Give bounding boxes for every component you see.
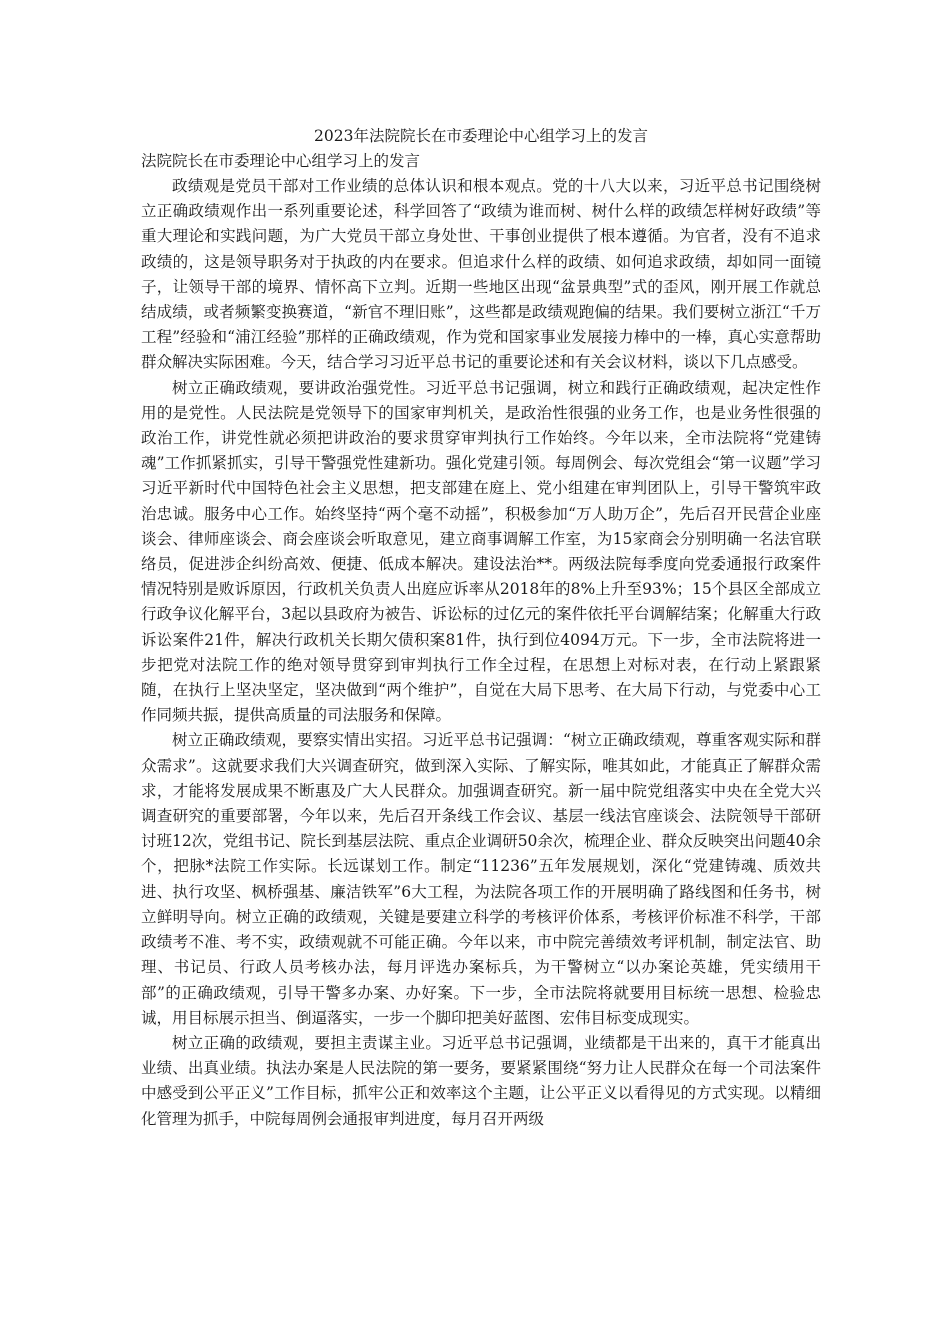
paragraph: 政绩观是党员干部对工作业绩的总体认识和根本观点。党的十八大以来，习近平总书记围绕树立正确政绩观作出一系列重要论述，科学回答了“政绩为谁而树、树什么样的政绩怎样树好政绩”等重大理论和实践问题，为广大党员干部立身处世、干事创业提供了根本遵循。为官者，没有不追求政绩的，这是领导职务对于执政的内在要求。但追求什么样的政绩、如何追求政绩，却如同一面镜子，让领导干部的境界、情怀高下立判。近期一些地区出现“盆景典型”式的歪风，刚开展工作就总结成绩，或者频繁变换赛道，“新官不理旧账”，这些都是政绩观跑偏的结果。我们要树立浙江“千万工程”经验和“浦江经验”那样的正确政绩观，作为党和国家事业发展接力棒中的一棒，真心实意帮助群众解决实际困难。今天，结合学习习近平总书记的重要论述和有关会议材料，谈以下几点感受。 (141, 177, 821, 372)
paragraph: 树立正确政绩观，要察实情出实招。习近平总书记强调：“树立正确政绩观，尊重客观实际和群众需求”。这就要求我们大兴调查研究，做到深入实际、了解实际，唯其如此，才能真正了解群众需求，才能将发展成果不断惠及广大人民群众。加强调查研究。新一届中院党组落实中央在全党大兴调查研究的重要部署，今年以来，先后召开条线工作会议、基层一线法官座谈会、法院领导干部研讨班12次，党组书记、院长到基层法院、重点企业调研50余次，梳理企业、群众反映突出问题40余个，把脉*法院工作实际。长远谋划工作。制定“11236”五年发展规划，深化“党建铸魂、质效共进、执行攻坚、枫桥强基、廉洁铁军”6大工程，为法院各项工作的开展明确了路线图和任务书，树立鲜明导向。树立正确的政绩观，关键是要建立科学的考核评价体系，考核评价标准不科学，干部政绩考不准、考不实，政绩观就不可能正确。今年以来，市中院完善绩效考评机制，制定法官、助理、书记员、行政人员考核办法，每月评选办案标兵，为干警树立“以办案论英雄，凭实绩用干部”的正确政绩观，引导干警多办案、办好案。下一步，全市法院将就要用目标统一思想、检验忠诚，用目标展示担当、倒逼落实，一步一个脚印把美好蓝图、宏伟目标变成现实。 (141, 731, 821, 1027)
document-title: 2023年法院院长在市委理论中心组学习上的发言 (314, 127, 648, 145)
paragraph: 树立正确的政绩观，要担主责谋主业。习近平总书记强调，业绩都是干出来的，真干才能真出业绩、出真业绩。执法办案是人民法院的第一要务，要紧紧围绕“努力让人民群众在每一个司法案件中感受到公平正义”工作目标，抓牢公正和效率这个主题，让公平正义以看得见的方式实现。以精细化管理为抓手，中院每周例会通报审判进度，每月召开两级 (141, 1033, 821, 1128)
document-page (141, 124, 821, 1132)
document-subtitle: 法院院长在市委理论中心组学习上的发言 (141, 152, 421, 170)
paragraph: 树立正确政绩观，要讲政治强党性。习近平总书记强调，树立和践行正确政绩观，起决定性作用的是党性。人民法院是党领导下的国家审判机关，是政治性很强的业务工作，也是业务性很强的政治工作，讲党性就必须把讲政治的要求贯穿审判执行工作始终。今年以来，全市法院将“党建铸魂”工作抓紧抓实，引导干警强党性建新功。强化党建引领。每周例会、每次党组会“第一议题”学习习近平新时代中国特色社会主义思想，把支部建在庭上、党小组建在审判团队上，引导干警筑牢政治忠诚。服务中心工作。始终坚持“两个毫不动摇”，积极参加“万人助万企”，先后召开民营企业座谈会、律师座谈会、商会座谈会听取意见，建立商事调解工作室，为15家商会分别明确一名法官联络员，促进涉企纠纷高效、便捷、低成本解决。建设法治**。两级法院每季度向党委通报行政案件情况特别是败诉原因，行政机关负责人出庭应诉率从2018年的8%上升至93%；15个县区全部成立行政争议化解平台，3起以县政府为被告、诉讼标的过亿元的案件依托平台调解结案；化解重大行政诉讼案件21件，解决行政机关长期欠债积案81件，执行到位4094万元。下一步，全市法院将进一步把党对法院工作的绝对领导贯穿到审判执行工作全过程，在思想上对标对表，在行动上紧跟紧随，在执行上坚决坚定，坚决做到“两个维护”，自觉在大局下思考、在大局下行动，与党委中心工作同频共振，提供高质量的司法服务和保障。 (141, 378, 821, 725)
